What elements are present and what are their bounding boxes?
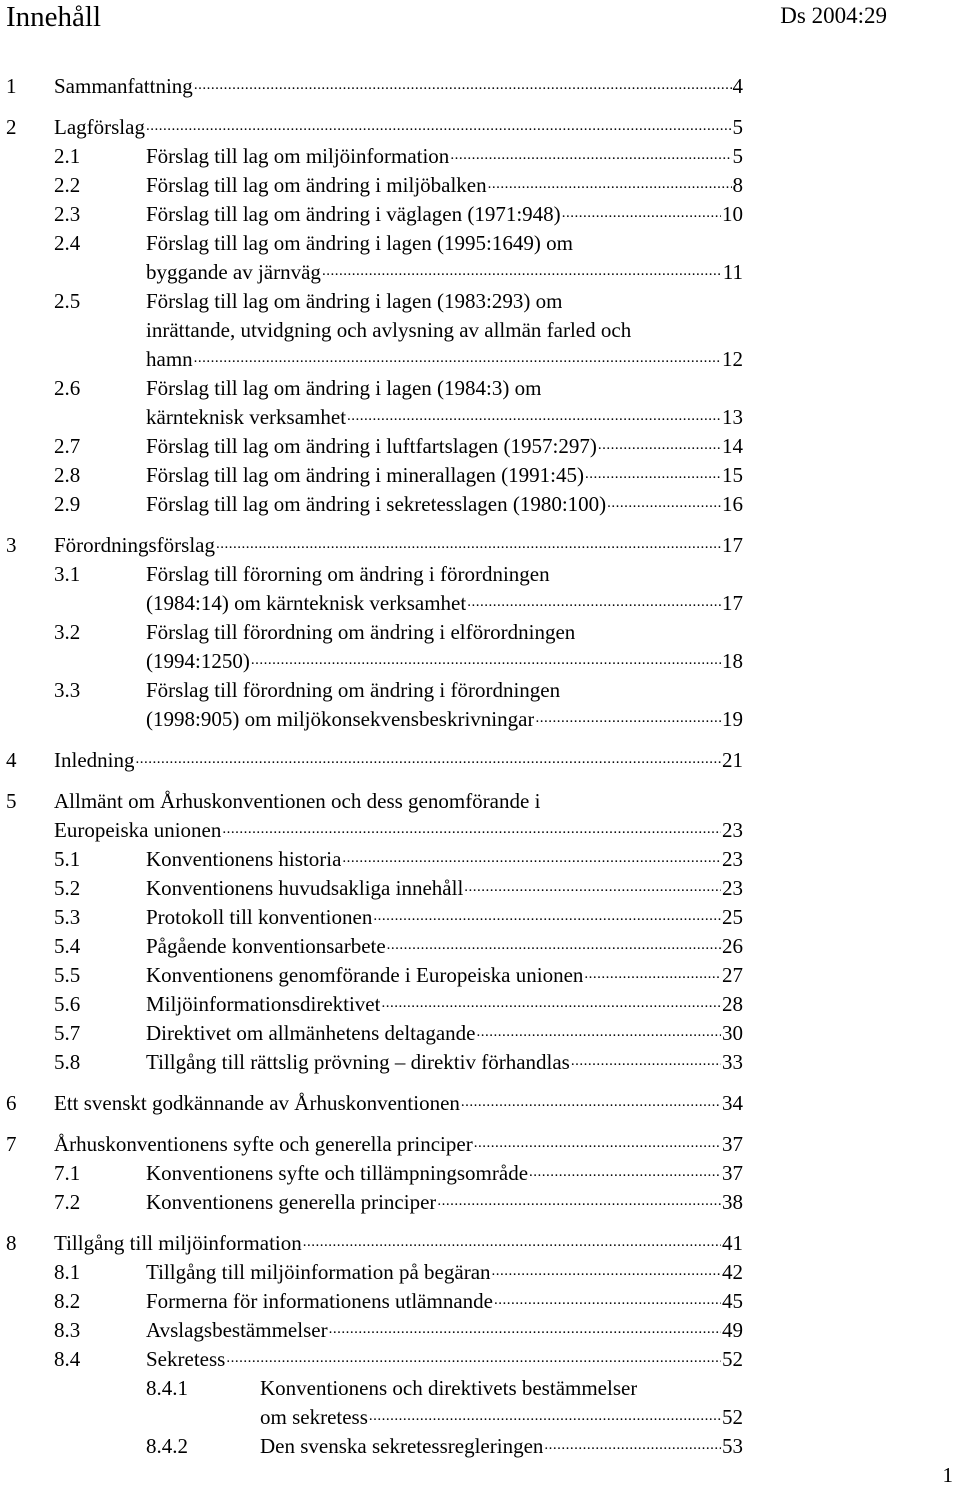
- section-gap: [0, 1217, 960, 1229]
- toc-entry-page: 41: [722, 1231, 743, 1255]
- toc-entry[interactable]: [0, 531, 960, 560]
- toc-entry-title: Förslag till lag om ändring i miljöbalken: [146, 173, 487, 197]
- toc-entry-title: kärnteknisk verksamhet: [146, 405, 347, 429]
- toc-entry-title: om sekretess: [260, 1405, 368, 1429]
- toc-entry-title: Allmänt om Århuskonventionen och dess genomförande i: [54, 789, 541, 813]
- toc-entry-number: 5.5: [54, 963, 81, 987]
- toc-entry-page: 28: [722, 992, 743, 1016]
- toc-entry[interactable]: [0, 961, 960, 990]
- toc-entry-title: Lagförslag: [54, 115, 145, 139]
- toc-entry-number: 5.2: [54, 876, 81, 900]
- toc-entry-page: 37: [722, 1161, 743, 1185]
- toc-entry-title: Förslag till lag om ändring i minerallagen (1991:45): [146, 463, 584, 487]
- toc-entry-page: 45: [722, 1289, 743, 1313]
- toc-entry-title: Förslag till lag om ändring i lagen (1983:293) om: [146, 289, 563, 313]
- toc-entry-page: 26: [722, 934, 743, 958]
- toc-entry-page: 19: [722, 707, 743, 731]
- dot-leader: [194, 345, 721, 374]
- toc-entry[interactable]: [0, 1159, 960, 1188]
- toc-entry-title: Europeiska unionen: [54, 818, 222, 842]
- toc-entry-page: 42: [722, 1260, 743, 1284]
- section-gap: [0, 519, 960, 531]
- toc-entry-number: 8.3: [54, 1318, 81, 1342]
- toc-entry-number: 7.2: [54, 1190, 81, 1214]
- toc-entry-title: Förslag till lag om ändring i sekretesslagen (1980:100): [146, 492, 607, 516]
- dot-leader: [544, 1432, 721, 1461]
- toc-entry[interactable]: [0, 1287, 960, 1316]
- toc-entry-page: 23: [722, 818, 743, 842]
- dot-leader: [529, 1159, 721, 1188]
- toc-entry-number: 5.3: [54, 905, 81, 929]
- toc-entry-number: 6: [6, 1091, 17, 1115]
- dot-leader: [492, 1258, 721, 1287]
- toc-entry-title: Århuskonventionens syfte och generella principer: [54, 1132, 473, 1156]
- dot-leader: [437, 1188, 721, 1217]
- toc-entry-title: Inledning: [54, 748, 135, 772]
- toc-entry-page: 33: [722, 1050, 743, 1074]
- toc-entry-title: Förslag till förorning om ändring i förordningen: [146, 562, 550, 586]
- toc-entry-page: 13: [722, 405, 743, 429]
- toc-entry[interactable]: [0, 1432, 960, 1461]
- toc-entry-title: Tillgång till miljöinformation på begäran: [146, 1260, 491, 1284]
- toc-entry-number: 8.4.1: [146, 1376, 188, 1400]
- dot-leader: [607, 490, 721, 519]
- toc-entry[interactable]: [0, 746, 960, 775]
- toc-entry-title: Konventionens generella principer: [146, 1190, 437, 1214]
- toc-entry[interactable]: [0, 432, 960, 461]
- toc-entry-number: 5: [6, 789, 17, 813]
- dot-leader: [303, 1229, 721, 1258]
- toc-entry-page: 49: [722, 1318, 743, 1342]
- toc-entry-title: Den svenska sekretessregleringen: [260, 1434, 544, 1458]
- toc-entry-page: 23: [722, 876, 743, 900]
- toc-entry-page: 4: [732, 74, 743, 98]
- document-id: Ds 2004:29: [780, 3, 887, 28]
- toc-entry-number: 2.8: [54, 463, 81, 487]
- toc-entry-page: 25: [722, 905, 743, 929]
- toc-entry-title: Konventionens genomförande i Europeiska unionen: [146, 963, 584, 987]
- toc-entry[interactable]: [0, 200, 960, 229]
- dot-leader: [373, 903, 721, 932]
- dot-leader: [562, 200, 721, 229]
- toc-entry-number: 2.2: [54, 173, 81, 197]
- toc-entry[interactable]: [0, 1130, 960, 1159]
- toc-entry[interactable]: [0, 1089, 960, 1118]
- toc-entry-page: 16: [722, 492, 743, 516]
- toc-entry[interactable]: [0, 990, 960, 1019]
- dot-leader: [342, 845, 721, 874]
- toc-entry-title: Miljöinformationsdirektivet: [146, 992, 381, 1016]
- toc-entry[interactable]: [0, 787, 960, 845]
- toc-entry-title: inrättande, utvidgning och avlysning av allmän farled och: [146, 318, 632, 342]
- toc-entry-page: 52: [722, 1405, 743, 1429]
- toc-entry-page: 34: [722, 1091, 743, 1115]
- toc-entry-page: 17: [722, 533, 743, 557]
- dot-leader: [216, 531, 721, 560]
- toc-entry-number: 8.1: [54, 1260, 81, 1284]
- toc-entry[interactable]: [0, 490, 960, 519]
- dot-leader: [329, 1316, 721, 1345]
- toc-entry-number: 2: [6, 115, 17, 139]
- toc-entry[interactable]: [0, 845, 960, 874]
- dot-leader: [474, 1130, 721, 1159]
- toc-entry-title: Direktivet om allmänhetens deltagande: [146, 1021, 476, 1045]
- dot-leader: [598, 432, 721, 461]
- toc-entry-title: Förslag till lag om ändring i lagen (1995:1649) om: [146, 231, 573, 255]
- toc-entry-title: (1984:14) om kärnteknisk verksamhet: [146, 591, 467, 615]
- toc-entry[interactable]: [0, 229, 960, 287]
- toc-entry-number: 8.4.2: [146, 1434, 188, 1458]
- toc-entry[interactable]: [0, 903, 960, 932]
- toc-entry-page: 23: [722, 847, 743, 871]
- toc-entry[interactable]: [0, 287, 960, 374]
- section-gap: [0, 1077, 960, 1089]
- dot-leader: [464, 874, 721, 903]
- dot-leader: [369, 1403, 721, 1432]
- toc-entry-page: 18: [722, 649, 743, 673]
- toc-entry-title: Förslag till förordning om ändring i elförordningen: [146, 620, 576, 644]
- toc-entry[interactable]: [0, 72, 960, 101]
- toc-entry[interactable]: [0, 676, 960, 734]
- toc-entry-number: 3.1: [54, 562, 81, 586]
- toc-entry-title: Förslag till lag om ändring i luftfartslagen (1957:297): [146, 434, 597, 458]
- dot-leader: [146, 113, 732, 142]
- toc-entry-title: Sekretess: [146, 1347, 226, 1371]
- toc-entry-number: 2.9: [54, 492, 81, 516]
- toc-entry-title: Förslag till lag om ändring i lagen (1984:3) om: [146, 376, 542, 400]
- toc-entry[interactable]: [0, 1048, 960, 1077]
- toc-entry-title: Förslag till lag om miljöinformation: [146, 144, 450, 168]
- toc-entry-title: Konventionens syfte och tillämpningsområde: [146, 1161, 529, 1185]
- toc-entry[interactable]: [0, 171, 960, 200]
- toc-entry-number: 8.4: [54, 1347, 81, 1371]
- page-title: Innehåll: [6, 1, 102, 33]
- dot-leader: [347, 403, 721, 432]
- toc-entry-title: Konventionens huvudsakliga innehåll: [146, 876, 464, 900]
- section-gap: [0, 734, 960, 746]
- dot-leader: [488, 171, 732, 200]
- dot-leader: [494, 1287, 721, 1316]
- toc-entry-page: 17: [722, 591, 743, 615]
- toc-entry-title: Ett svenskt godkännande av Århuskonventionen: [54, 1091, 460, 1115]
- toc-entry-title: Formerna för informationens utlämnande: [146, 1289, 493, 1313]
- dot-leader: [135, 746, 721, 775]
- toc-entry-title: byggande av järnväg: [146, 260, 321, 284]
- toc-entry[interactable]: [0, 1316, 960, 1345]
- toc-entry[interactable]: [0, 560, 960, 618]
- toc-entry-number: 2.4: [54, 231, 81, 255]
- toc-entry[interactable]: [0, 374, 960, 432]
- toc-entry-number: 2.5: [54, 289, 81, 313]
- toc-entry-page: 53: [722, 1434, 743, 1458]
- toc-entry-number: 3.2: [54, 620, 81, 644]
- toc-entry-page: 15: [722, 463, 743, 487]
- toc-entry[interactable]: [0, 1345, 960, 1374]
- section-gap: [0, 101, 960, 113]
- toc-entry[interactable]: [0, 1258, 960, 1287]
- dot-leader: [251, 647, 721, 676]
- toc-entry-page: 21: [722, 748, 743, 772]
- toc-entry-number: 1: [6, 74, 17, 98]
- toc-entry-page: 11: [722, 260, 743, 284]
- toc-entry-title: Förslag till lag om ändring i väglagen (1971:948): [146, 202, 561, 226]
- toc-entry-number: 8.2: [54, 1289, 81, 1313]
- toc-entry[interactable]: [0, 1229, 960, 1258]
- toc-entry-title: Konventionens och direktivets bestämmelser: [260, 1376, 638, 1400]
- dot-leader: [461, 1089, 721, 1118]
- dot-leader: [476, 1019, 721, 1048]
- toc-entry-page: 38: [722, 1190, 743, 1214]
- toc-entry-title: Tillgång till miljöinformation: [54, 1231, 302, 1255]
- toc-entry-number: 2.7: [54, 434, 81, 458]
- toc-entry-number: 2.3: [54, 202, 81, 226]
- table-of-contents: [0, 72, 960, 1461]
- toc-entry-number: 5.7: [54, 1021, 81, 1045]
- toc-entry-page: 30: [722, 1021, 743, 1045]
- toc-entry-number: 2.1: [54, 144, 81, 168]
- toc-entry-page: 5: [732, 115, 743, 139]
- dot-leader: [322, 258, 722, 287]
- dot-leader: [585, 461, 721, 490]
- dot-leader: [584, 961, 721, 990]
- toc-entry-title: (1994:1250): [146, 649, 250, 673]
- toc-entry[interactable]: [0, 618, 960, 676]
- toc-entry-number: 7.1: [54, 1161, 81, 1185]
- toc-entry-page: 12: [722, 347, 743, 371]
- toc-entry-number: 3: [6, 533, 17, 557]
- toc-entry-number: 5.8: [54, 1050, 81, 1074]
- toc-entry-number: 7: [6, 1132, 17, 1156]
- toc-entry-number: 2.6: [54, 376, 81, 400]
- toc-entry-number: 3.3: [54, 678, 81, 702]
- toc-entry-number: 5.6: [54, 992, 81, 1016]
- toc-entry[interactable]: [0, 1019, 960, 1048]
- toc-entry[interactable]: [0, 1188, 960, 1217]
- toc-entry-title: Konventionens historia: [146, 847, 342, 871]
- toc-entry-number: 5.4: [54, 934, 81, 958]
- toc-entry-title: Pågående konventionsarbete: [146, 934, 386, 958]
- toc-entry-title: Tillgång till rättslig prövning – direktiv förhandlas: [146, 1050, 570, 1074]
- toc-entry-number: 8: [6, 1231, 17, 1255]
- toc-entry[interactable]: [0, 113, 960, 142]
- toc-entry[interactable]: [0, 1374, 960, 1432]
- toc-entry[interactable]: [0, 461, 960, 490]
- toc-entry-page: 14: [722, 434, 743, 458]
- section-gap: [0, 775, 960, 787]
- toc-entry-title: Protokoll till konventionen: [146, 905, 373, 929]
- toc-entry-title: hamn: [146, 347, 193, 371]
- toc-entry-page: 27: [722, 963, 743, 987]
- toc-entry-page: 37: [722, 1132, 743, 1156]
- toc-entry-page: 8: [732, 173, 743, 197]
- dot-leader: [450, 142, 731, 171]
- toc-entry-title: (1998:905) om miljökonsekvensbeskrivningar: [146, 707, 535, 731]
- dot-leader: [381, 990, 721, 1019]
- toc-entry-page: 5: [732, 144, 743, 168]
- toc-entry-page: 10: [722, 202, 743, 226]
- toc-entry[interactable]: [0, 932, 960, 961]
- toc-entry-title: Förslag till förordning om ändring i förordningen: [146, 678, 561, 702]
- toc-entry-title: Avslagsbestämmelser: [146, 1318, 328, 1342]
- toc-entry[interactable]: [0, 874, 960, 903]
- toc-entry-page: 52: [722, 1347, 743, 1371]
- section-gap: [0, 1118, 960, 1130]
- dot-leader: [535, 705, 721, 734]
- dot-leader: [571, 1048, 721, 1077]
- dot-leader: [467, 589, 721, 618]
- dot-leader: [226, 1345, 721, 1374]
- toc-entry-title: Sammanfattning: [54, 74, 193, 98]
- page-number: 1: [942, 1463, 953, 1487]
- dot-leader: [194, 72, 732, 101]
- toc-entry-title: Förordningsförslag: [54, 533, 215, 557]
- dot-leader: [387, 932, 721, 961]
- toc-entry-number: 5.1: [54, 847, 81, 871]
- toc-entry-number: 4: [6, 748, 17, 772]
- toc-entry[interactable]: [0, 142, 960, 171]
- dot-leader: [222, 816, 721, 845]
